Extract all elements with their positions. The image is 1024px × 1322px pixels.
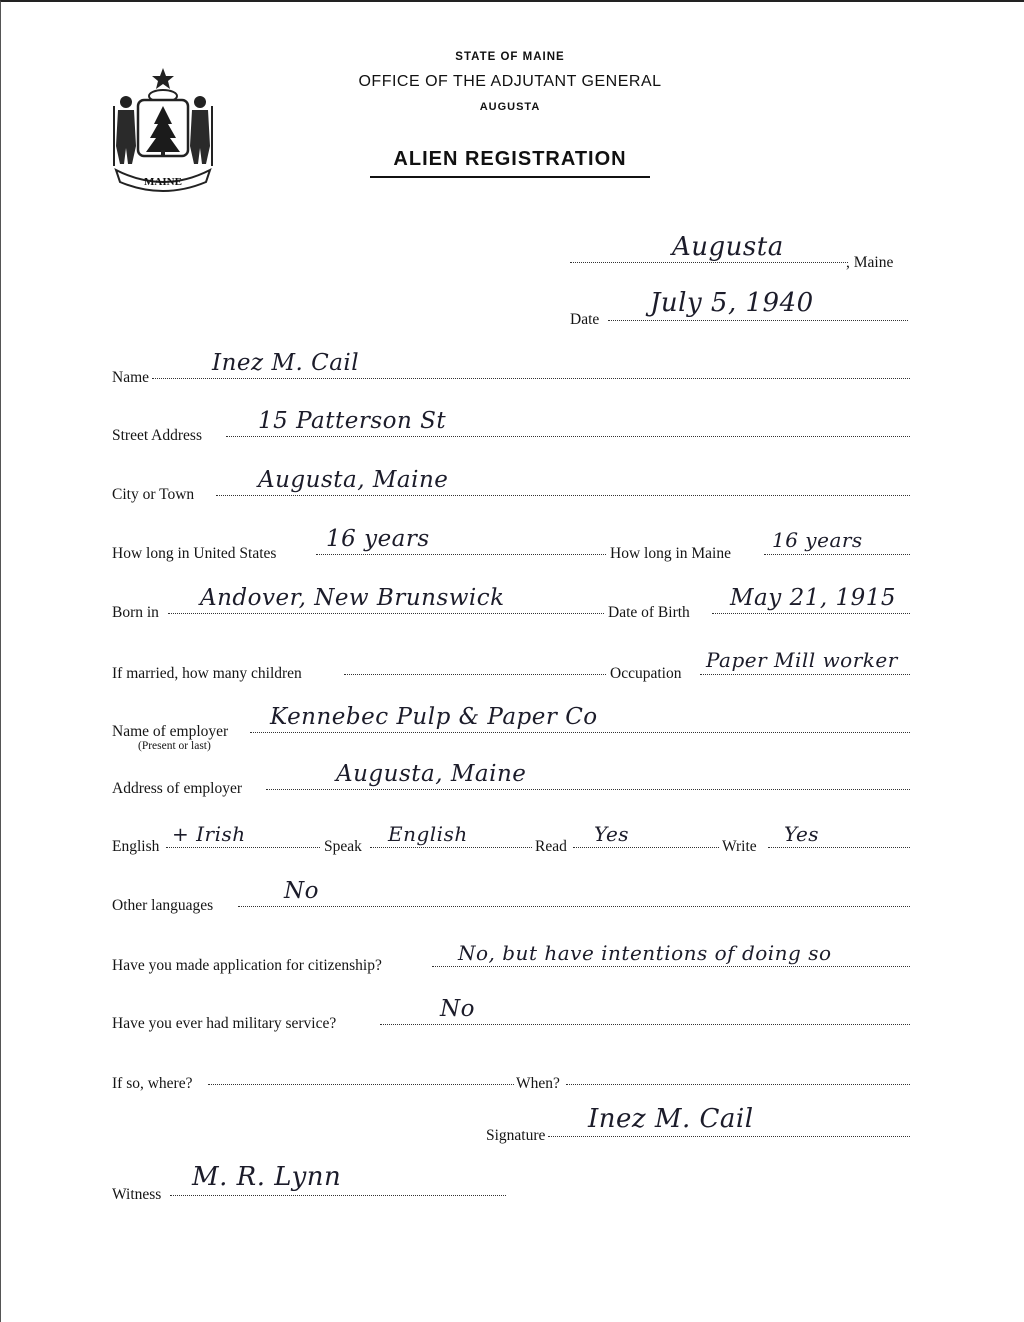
signature-line xyxy=(548,1136,910,1137)
name-label: Name xyxy=(112,369,150,386)
born-in-entry[interactable]: Andover, New Brunswick xyxy=(200,585,505,611)
seal-banner-text: MAINE xyxy=(144,176,182,188)
signature-entry[interactable]: Inez M. Cail xyxy=(588,1104,754,1134)
city-line xyxy=(216,495,910,496)
if-so-where-label: If so, where? xyxy=(112,1075,193,1092)
children-label: If married, how many children xyxy=(112,665,302,682)
witness-line xyxy=(170,1195,506,1196)
header-state: STATE OF MAINE xyxy=(455,51,565,63)
born-in-label: Born in xyxy=(112,604,159,621)
date-of-birth-line xyxy=(712,613,910,614)
write-entry[interactable]: Yes xyxy=(784,822,820,846)
street-line xyxy=(226,436,910,437)
occupation-label: Occupation xyxy=(610,665,682,682)
other-languages-entry[interactable]: No xyxy=(284,878,319,904)
occupation-line xyxy=(700,674,910,675)
city-label: City or Town xyxy=(112,486,195,503)
read-label: Read xyxy=(535,838,567,855)
read-entry[interactable]: Yes xyxy=(594,822,630,846)
employer-address-line xyxy=(266,789,910,790)
occupation-entry[interactable]: Paper Mill worker xyxy=(706,648,898,672)
date-of-birth-entry[interactable]: May 21, 1915 xyxy=(730,585,896,611)
employer-line xyxy=(250,732,910,733)
how-long-maine-entry[interactable]: 16 years xyxy=(772,528,863,552)
how-long-maine-label: How long in Maine xyxy=(610,545,731,562)
born-in-line xyxy=(168,613,604,614)
street-label: Street Address xyxy=(112,427,202,444)
how-long-maine-line xyxy=(764,554,910,555)
place-line xyxy=(570,262,848,263)
write-label: Write xyxy=(722,838,757,855)
english-label: English xyxy=(112,838,160,855)
title-underline xyxy=(370,176,650,178)
name-line xyxy=(152,378,910,379)
how-long-us-label: How long in United States xyxy=(112,545,277,562)
street-entry[interactable]: 15 Patterson St xyxy=(258,408,447,434)
speak-label: Speak xyxy=(324,838,362,855)
employer-address-entry[interactable]: Augusta, Maine xyxy=(336,761,527,787)
header-city: AUGUSTA xyxy=(479,101,541,113)
place-entry[interactable]: Augusta xyxy=(672,232,784,262)
if-so-where-line xyxy=(208,1084,514,1085)
employer-sublabel: (Present or last) xyxy=(138,740,211,752)
witness-label: Witness xyxy=(112,1186,162,1203)
military-entry[interactable]: No xyxy=(440,996,475,1022)
english-line xyxy=(166,847,320,848)
citizenship-label: Have you made application for citizenship? xyxy=(112,957,382,974)
read-line xyxy=(573,847,719,848)
employer-address-label: Address of employer xyxy=(112,780,242,797)
citizenship-entry[interactable]: No, but have intentions of doing so xyxy=(458,941,832,965)
speak-line xyxy=(370,847,532,848)
employer-label: Name of employer xyxy=(112,723,229,740)
other-languages-line xyxy=(238,906,910,907)
maine-label: , Maine xyxy=(846,254,894,271)
employer-entry[interactable]: Kennebec Pulp & Paper Co xyxy=(270,704,598,730)
how-long-us-entry[interactable]: 16 years xyxy=(326,526,430,552)
speak-entry[interactable]: English xyxy=(388,822,468,846)
children-line xyxy=(344,674,606,675)
citizenship-line xyxy=(432,966,910,967)
date-line xyxy=(608,320,908,321)
form-title: ALIEN REGISTRATION xyxy=(393,148,627,170)
signature-label: Signature xyxy=(486,1127,546,1144)
state-seal-icon xyxy=(108,66,218,194)
date-label: Date xyxy=(570,311,600,328)
when-line xyxy=(566,1084,910,1085)
witness-entry[interactable]: M. R. Lynn xyxy=(192,1162,342,1192)
date-of-birth-label: Date of Birth xyxy=(608,604,690,621)
write-line xyxy=(768,847,910,848)
date-entry[interactable]: July 5, 1940 xyxy=(650,288,814,318)
city-entry[interactable]: Augusta, Maine xyxy=(258,467,449,493)
name-entry[interactable]: Inez M. Cail xyxy=(212,350,360,376)
header-office: OFFICE OF THE ADJUTANT GENERAL xyxy=(358,73,662,90)
other-languages-label: Other languages xyxy=(112,897,214,914)
when-label: When? xyxy=(516,1075,560,1092)
english-entry[interactable]: + Irish xyxy=(172,822,246,846)
how-long-us-line xyxy=(316,554,606,555)
military-label: Have you ever had military service? xyxy=(112,1015,337,1032)
military-line xyxy=(380,1024,910,1025)
